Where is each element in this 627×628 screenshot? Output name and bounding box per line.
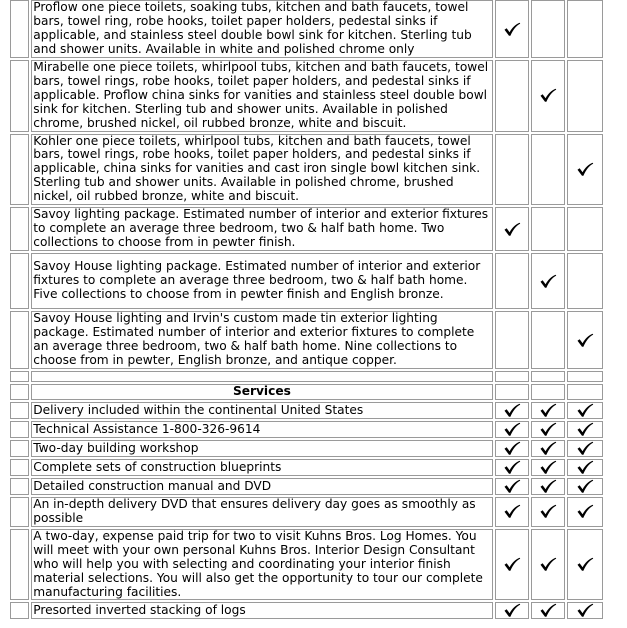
package-3-cell bbox=[567, 529, 603, 601]
checkmark-icon bbox=[539, 460, 557, 475]
package-2-cell bbox=[531, 459, 565, 476]
row-spacer-cell bbox=[10, 478, 29, 495]
checkmark-icon bbox=[503, 504, 521, 519]
row-spacer-cell bbox=[10, 134, 29, 206]
checkmark-icon bbox=[576, 504, 594, 519]
row-spacer-cell bbox=[10, 371, 29, 382]
package-3-cell bbox=[567, 134, 603, 206]
package-2-cell bbox=[531, 207, 565, 251]
checkmark-icon bbox=[539, 557, 557, 572]
blank-cell bbox=[531, 384, 565, 400]
checkmark-icon bbox=[576, 403, 594, 418]
package-2-cell bbox=[531, 134, 565, 206]
row-spacer-cell bbox=[10, 602, 29, 619]
package-3-cell bbox=[567, 402, 603, 419]
checkmark-icon bbox=[539, 88, 557, 103]
package-2-cell bbox=[531, 421, 565, 438]
package-3-cell bbox=[567, 459, 603, 476]
package-2-cell bbox=[531, 440, 565, 457]
package-2-cell bbox=[531, 311, 565, 369]
checkmark-icon bbox=[576, 460, 594, 475]
blank-row bbox=[10, 371, 603, 382]
package-1-cell bbox=[495, 134, 529, 206]
row-spacer-cell bbox=[10, 384, 29, 400]
checkmark-icon bbox=[503, 422, 521, 437]
blank-cell bbox=[567, 371, 603, 382]
package-2-cell bbox=[531, 497, 565, 527]
row-spacer-cell bbox=[10, 0, 29, 58]
blank-cell bbox=[495, 371, 529, 382]
package-2-cell bbox=[531, 529, 565, 601]
feature-description: Mirabelle one piece toilets, whirlpool tubs, kitchen and bath faucets, towel bars, towel rings, robe hooks, toilet paper holders, and pedestal sinks if applicable. Proflow china sinks for vanities and stainless steel double bowl sink for kitchen. Sterling tub and shower units. Available in polished chrome, brushed nickel, oil rubbed bronze, white and biscuit. bbox=[31, 60, 492, 132]
package-3-cell bbox=[567, 311, 603, 369]
package-3-cell bbox=[567, 253, 603, 309]
checkmark-icon bbox=[503, 603, 521, 618]
package-1-cell bbox=[495, 207, 529, 251]
package-3-cell bbox=[567, 497, 603, 527]
checkmark-icon bbox=[503, 479, 521, 494]
row-spacer-cell bbox=[10, 311, 29, 369]
feature-description: Savoy lighting package. Estimated number of interior and exterior fixtures to complete an average three bedroom, two & half bath home. Two collections to choose from in pewter finish. bbox=[31, 207, 492, 251]
service-description: Two-day building workshop bbox=[31, 440, 492, 457]
service-row bbox=[10, 497, 603, 527]
checkmark-icon bbox=[576, 422, 594, 437]
service-row bbox=[10, 421, 603, 438]
checkmark-icon bbox=[539, 479, 557, 494]
row-spacer-cell bbox=[10, 402, 29, 419]
package-comparison-panel bbox=[10, 0, 605, 628]
checkmark-icon bbox=[539, 422, 557, 437]
package-comparison-table bbox=[10, 0, 605, 621]
package-3-cell bbox=[567, 207, 603, 251]
package-2-cell bbox=[531, 0, 565, 58]
row-spacer-cell bbox=[10, 207, 29, 251]
service-description: Presorted inverted stacking of logs bbox=[31, 602, 492, 619]
checkmark-icon bbox=[503, 403, 521, 418]
service-row bbox=[10, 459, 603, 476]
checkmark-icon bbox=[576, 162, 594, 177]
package-1-cell bbox=[495, 253, 529, 309]
blank-cell bbox=[567, 384, 603, 400]
checkmark-icon bbox=[539, 274, 557, 289]
package-1-cell bbox=[495, 440, 529, 457]
feature-description: Savoy House lighting and Irvin's custom made tin exterior lighting package. Estimated number of interior and exterior fixtures to complete an average three bedroom, two & half bath home. Nine collections to choose from in pewter, English bronze, and antique copper. bbox=[31, 311, 492, 369]
feature-description: Savoy House lighting package. Estimated number of interior and exterior fixtures to complete an average three bedroom, two & half bath home. Five collections to choose from in pewter finish and English bronze. bbox=[31, 253, 492, 309]
checkmark-icon bbox=[539, 504, 557, 519]
service-description: Technical Assistance 1-800-326-9614 bbox=[31, 421, 492, 438]
package-2-cell bbox=[531, 60, 565, 132]
row-spacer-cell bbox=[10, 421, 29, 438]
package-1-cell bbox=[495, 459, 529, 476]
checkmark-icon bbox=[539, 603, 557, 618]
feature-row bbox=[10, 0, 603, 58]
package-1-cell bbox=[495, 602, 529, 619]
package-3-cell bbox=[567, 0, 603, 58]
service-row bbox=[10, 478, 603, 495]
package-2-cell bbox=[531, 253, 565, 309]
service-description: Complete sets of construction blueprints bbox=[31, 459, 492, 476]
feature-row bbox=[10, 60, 603, 132]
service-description: Delivery included within the continental United States bbox=[31, 402, 492, 419]
service-description: Detailed construction manual and DVD bbox=[31, 478, 492, 495]
service-row bbox=[10, 402, 603, 419]
package-1-cell bbox=[495, 402, 529, 419]
row-spacer-cell bbox=[10, 253, 29, 309]
package-3-cell bbox=[567, 478, 603, 495]
row-spacer-cell bbox=[10, 440, 29, 457]
package-1-cell bbox=[495, 497, 529, 527]
service-row bbox=[10, 529, 603, 601]
service-description: An in-depth delivery DVD that ensures delivery day goes as smoothly as possible bbox=[31, 497, 492, 527]
row-spacer-cell bbox=[10, 60, 29, 132]
blank-cell bbox=[31, 371, 492, 382]
checkmark-icon bbox=[503, 460, 521, 475]
checkmark-icon bbox=[576, 333, 594, 348]
checkmark-icon bbox=[503, 222, 521, 237]
feature-description: Proflow one piece toilets, soaking tubs, kitchen and bath faucets, towel bars, towel ring, robe hooks, toilet paper holders, pedestal sinks if applicable, and stainless steel double bowl sink for kitchen. Sterling tub and shower units. Available in white and polished chrome only bbox=[31, 0, 492, 58]
package-3-cell bbox=[567, 421, 603, 438]
service-row bbox=[10, 440, 603, 457]
feature-row bbox=[10, 253, 603, 309]
package-1-cell bbox=[495, 0, 529, 58]
checkmark-icon bbox=[503, 22, 521, 37]
services-heading: Services bbox=[31, 384, 492, 400]
service-description: A two-day, expense paid trip for two to visit Kuhns Bros. Log Homes. You will meet with your own personal Kuhns Bros. Interior Design Consultant who will help you with selecting and coordinating your interior finish material selections. You will also get the opportunity to tour our complete manufacturing facilities. bbox=[31, 529, 492, 601]
feature-row bbox=[10, 207, 603, 251]
package-1-cell bbox=[495, 421, 529, 438]
checkmark-icon bbox=[576, 441, 594, 456]
checkmark-icon bbox=[539, 403, 557, 418]
checkmark-icon bbox=[576, 479, 594, 494]
feature-row bbox=[10, 311, 603, 369]
package-1-cell bbox=[495, 311, 529, 369]
checkmark-icon bbox=[576, 603, 594, 618]
checkmark-icon bbox=[503, 557, 521, 572]
package-3-cell bbox=[567, 602, 603, 619]
package-1-cell bbox=[495, 60, 529, 132]
checkmark-icon bbox=[576, 557, 594, 572]
row-spacer-cell bbox=[10, 459, 29, 476]
feature-description: Kohler one piece toilets, whirlpool tubs, kitchen and bath faucets, towel bars, towel rings, robe hooks, toilet paper holders, and pedestal sinks if applicable, china sinks for vanities and cast iron single bowl kitchen sink. Sterling tub and shower units. Available in polished chrome, brushed nickel, oil rubbed bronze, white and biscuit. bbox=[31, 134, 492, 206]
blank-cell bbox=[495, 384, 529, 400]
blank-cell bbox=[531, 371, 565, 382]
package-3-cell bbox=[567, 60, 603, 132]
package-3-cell bbox=[567, 440, 603, 457]
row-spacer-cell bbox=[10, 497, 29, 527]
service-row bbox=[10, 602, 603, 619]
package-1-cell bbox=[495, 478, 529, 495]
checkmark-icon bbox=[503, 441, 521, 456]
comparison-table-body bbox=[10, 0, 603, 619]
row-spacer-cell bbox=[10, 529, 29, 601]
package-2-cell bbox=[531, 402, 565, 419]
feature-row bbox=[10, 134, 603, 206]
package-1-cell bbox=[495, 529, 529, 601]
package-2-cell bbox=[531, 478, 565, 495]
package-2-cell bbox=[531, 602, 565, 619]
section-header-row bbox=[10, 384, 603, 400]
checkmark-icon bbox=[539, 441, 557, 456]
